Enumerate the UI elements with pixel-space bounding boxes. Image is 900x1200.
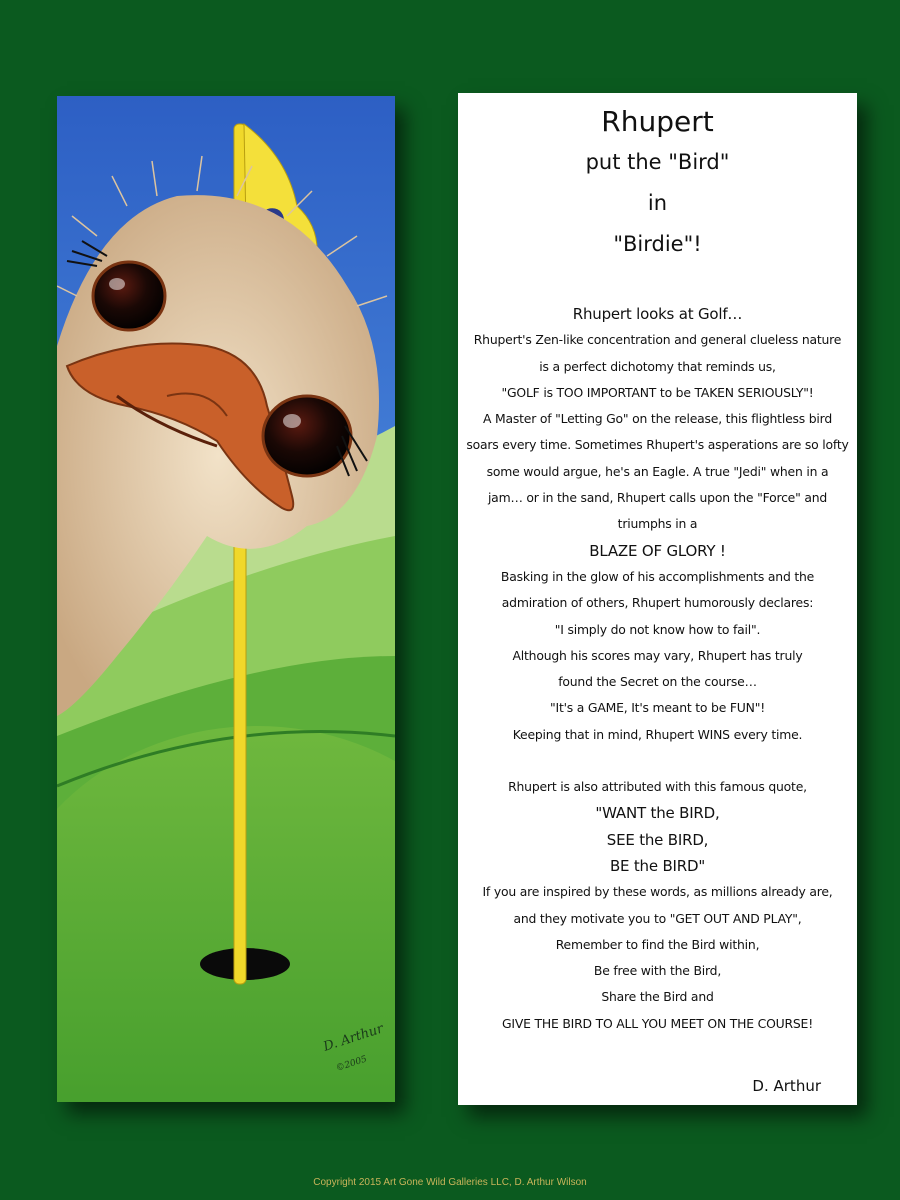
story-line: "GOLF is TOO IMPORTANT to be TAKEN SERIOUSLY"! — [501, 384, 814, 400]
left-eye — [93, 262, 165, 330]
quote-line: Share the Bird and — [601, 989, 714, 1005]
quote-line: Remember to find the Bird within, — [555, 936, 760, 952]
story-line: "It's a GAME, It's meant to be FUN"! — [549, 700, 765, 716]
title-line: Rhupert — [601, 105, 714, 138]
story-panel — [458, 93, 857, 1105]
story-line: A Master of "Letting Go" on the release, this flightless bird — [482, 411, 833, 427]
story-body — [464, 301, 851, 1037]
painting-artwork — [57, 96, 395, 1102]
story-line: Basking in the glow of his accomplishments and the — [500, 568, 815, 584]
quote-line: Rhupert is also attributed with this famous quote, — [508, 779, 807, 795]
story-line: Rhupert's Zen-like concentration and general clueless nature — [473, 332, 842, 348]
story-line: "I simply do not know how to fail". — [554, 621, 761, 637]
story-line: jam… or in the sand, Rhupert calls upon the "Force" and — [487, 490, 828, 506]
story-line: Keeping that in mind, Rhupert WINS every time. — [512, 726, 803, 742]
quote-line: If you are inspired by these words, as millions already are, — [482, 884, 833, 900]
story-line: admiration of others, Rhupert humorously declares: — [501, 595, 814, 611]
story-line: soars every time. Sometimes Rhupert's asperations are so lofty — [466, 437, 849, 453]
story-line: found the Secret on the course… — [558, 674, 757, 690]
story-line: is a perfect dichotomy that reminds us, — [539, 358, 776, 374]
story-line: triumphs in a — [617, 516, 698, 532]
story-line: some would argue, he's an Eagle. A true "Jedi" when in a — [486, 463, 829, 479]
quote-line: BE the BIRD" — [609, 856, 706, 875]
quote-line: GIVE THE BIRD TO ALL YOU MEET ON THE COURSE! — [502, 1015, 813, 1031]
quote-line: SEE the BIRD, — [606, 830, 709, 849]
ostrich-golf-painting — [57, 96, 395, 1102]
right-eye — [263, 396, 351, 476]
panel-title — [458, 101, 857, 265]
panel-signature: D. Arthur — [752, 1077, 821, 1095]
title-line: in — [647, 191, 668, 215]
artist-year: ©2005 — [334, 1054, 369, 1074]
title-line: put the "Bird" — [585, 150, 730, 174]
artist-signature: D. Arthur — [321, 1021, 386, 1055]
copyright-notice: Copyright 2015 Art Gone Wild Galleries LLC, D. Arthur Wilson — [313, 1177, 587, 1188]
quote-line: Be free with the Bird, — [593, 963, 722, 979]
quote-line: and they motivate you to "GET OUT AND PLAY", — [513, 910, 802, 926]
story-line: BLAZE OF GLORY ! — [589, 541, 726, 560]
section-heading: Rhupert looks at Golf… — [572, 305, 743, 323]
quote-line: "WANT the BIRD, — [595, 804, 720, 823]
story-line: Although his scores may vary, Rhupert has truly — [512, 647, 803, 663]
title-line: "Birdie"! — [613, 232, 702, 256]
